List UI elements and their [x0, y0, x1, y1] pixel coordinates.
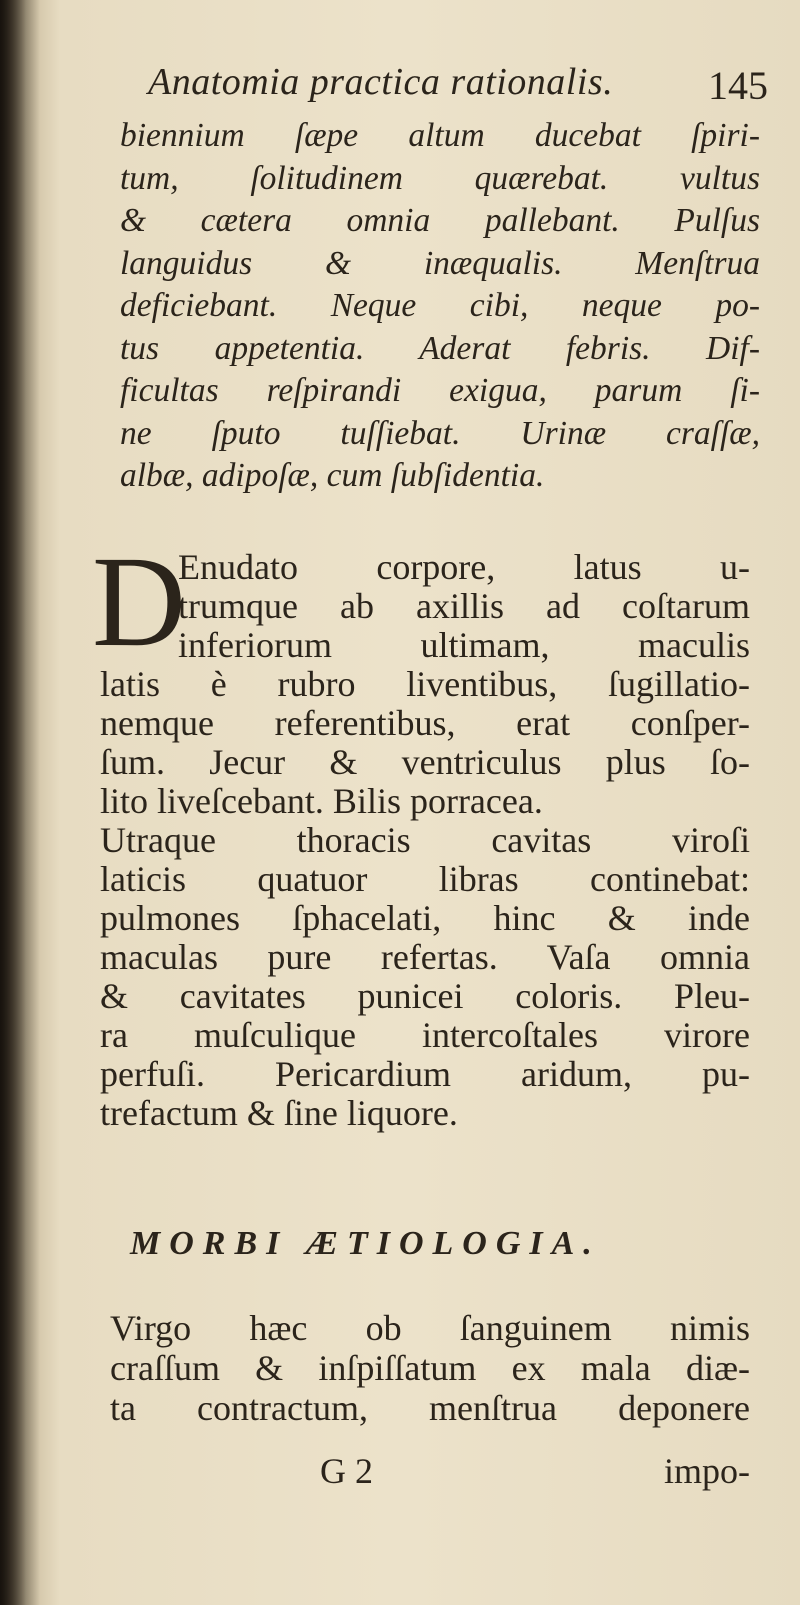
text-line: trefactum & ſine liquore. [100, 1093, 458, 1133]
text-line: & cætera omnia pallebant. Pulſus [120, 202, 760, 239]
text-line: Utraque thoracis cavitas viroſi [100, 820, 750, 860]
gutter-shadow [0, 0, 40, 1605]
page-header [148, 60, 768, 112]
text-line: laticis quatuor libras continebat: [100, 859, 750, 899]
text-line: maculas pure refertas. Vaſa omnia [100, 937, 750, 977]
text-line: trumque ab axillis ad coſtarum [178, 586, 750, 626]
text-line: ne ſputo tuſſiebat. Urinæ craſſæ, [120, 414, 760, 452]
text-line: biennium ſæpe altum ducebat ſpiri- [120, 117, 760, 154]
text-line: inferiorum ultimam, maculis [178, 625, 750, 665]
aetiology-text [110, 1308, 750, 1428]
text-line: craſſum & inſpiſſatum ex mala diæ- [110, 1348, 750, 1388]
running-title: Anatomia practica rationalis. [148, 61, 614, 103]
text-line: Enudato corpore, latus u- [178, 547, 750, 587]
text-line: nemque referentibus, erat conſper- [100, 703, 750, 743]
text-line: latis è rubro liventibus, ſugillatio- [100, 664, 750, 704]
text-line: Virgo hæc ob ſanguinem nimis [110, 1308, 750, 1348]
drop-cap: D [92, 530, 186, 674]
text-line: deficiebant. Neque cibi, neque po- [120, 287, 760, 324]
text-line: & cavitates punicei coloris. Pleu- [100, 976, 750, 1016]
drop-cap-paragraph [92, 530, 750, 674]
text-line: perfuſi. Pericardium aridum, pu- [100, 1054, 750, 1094]
text-line: ficultas reſpirandi exigua, parum ſi- [120, 372, 760, 409]
text-line: ſum. Jecur & ventriculus plus ſo- [100, 742, 750, 782]
text-line: pulmones ſphacelati, hinc & inde [100, 898, 750, 938]
text-line: albæ, adipoſæ, cum ſubſidentia. [120, 457, 545, 494]
text-line: ta contractum, menſtrua deponere [110, 1388, 750, 1428]
text-line: languidus & inæqualis. Menſtrua [120, 244, 760, 282]
signature-mark: G 2 [320, 1451, 373, 1491]
case-description [120, 115, 760, 498]
text-line: lito liveſcebant. Bilis porracea. [100, 781, 543, 821]
text-line: tus appetentia. Aderat febris. Dif- [120, 329, 760, 367]
dissection-findings [92, 530, 750, 1133]
text-line: tum, ſolitudinem quærebat. vultus [120, 159, 760, 197]
catchword: impo- [664, 1451, 750, 1491]
text-line: ra muſculique intercoſtales virore [100, 1015, 750, 1055]
page-footer [300, 1450, 750, 1500]
section-heading: MORBI ÆTIOLOGIA. [130, 1225, 601, 1262]
page-number: 145 [708, 63, 768, 108]
